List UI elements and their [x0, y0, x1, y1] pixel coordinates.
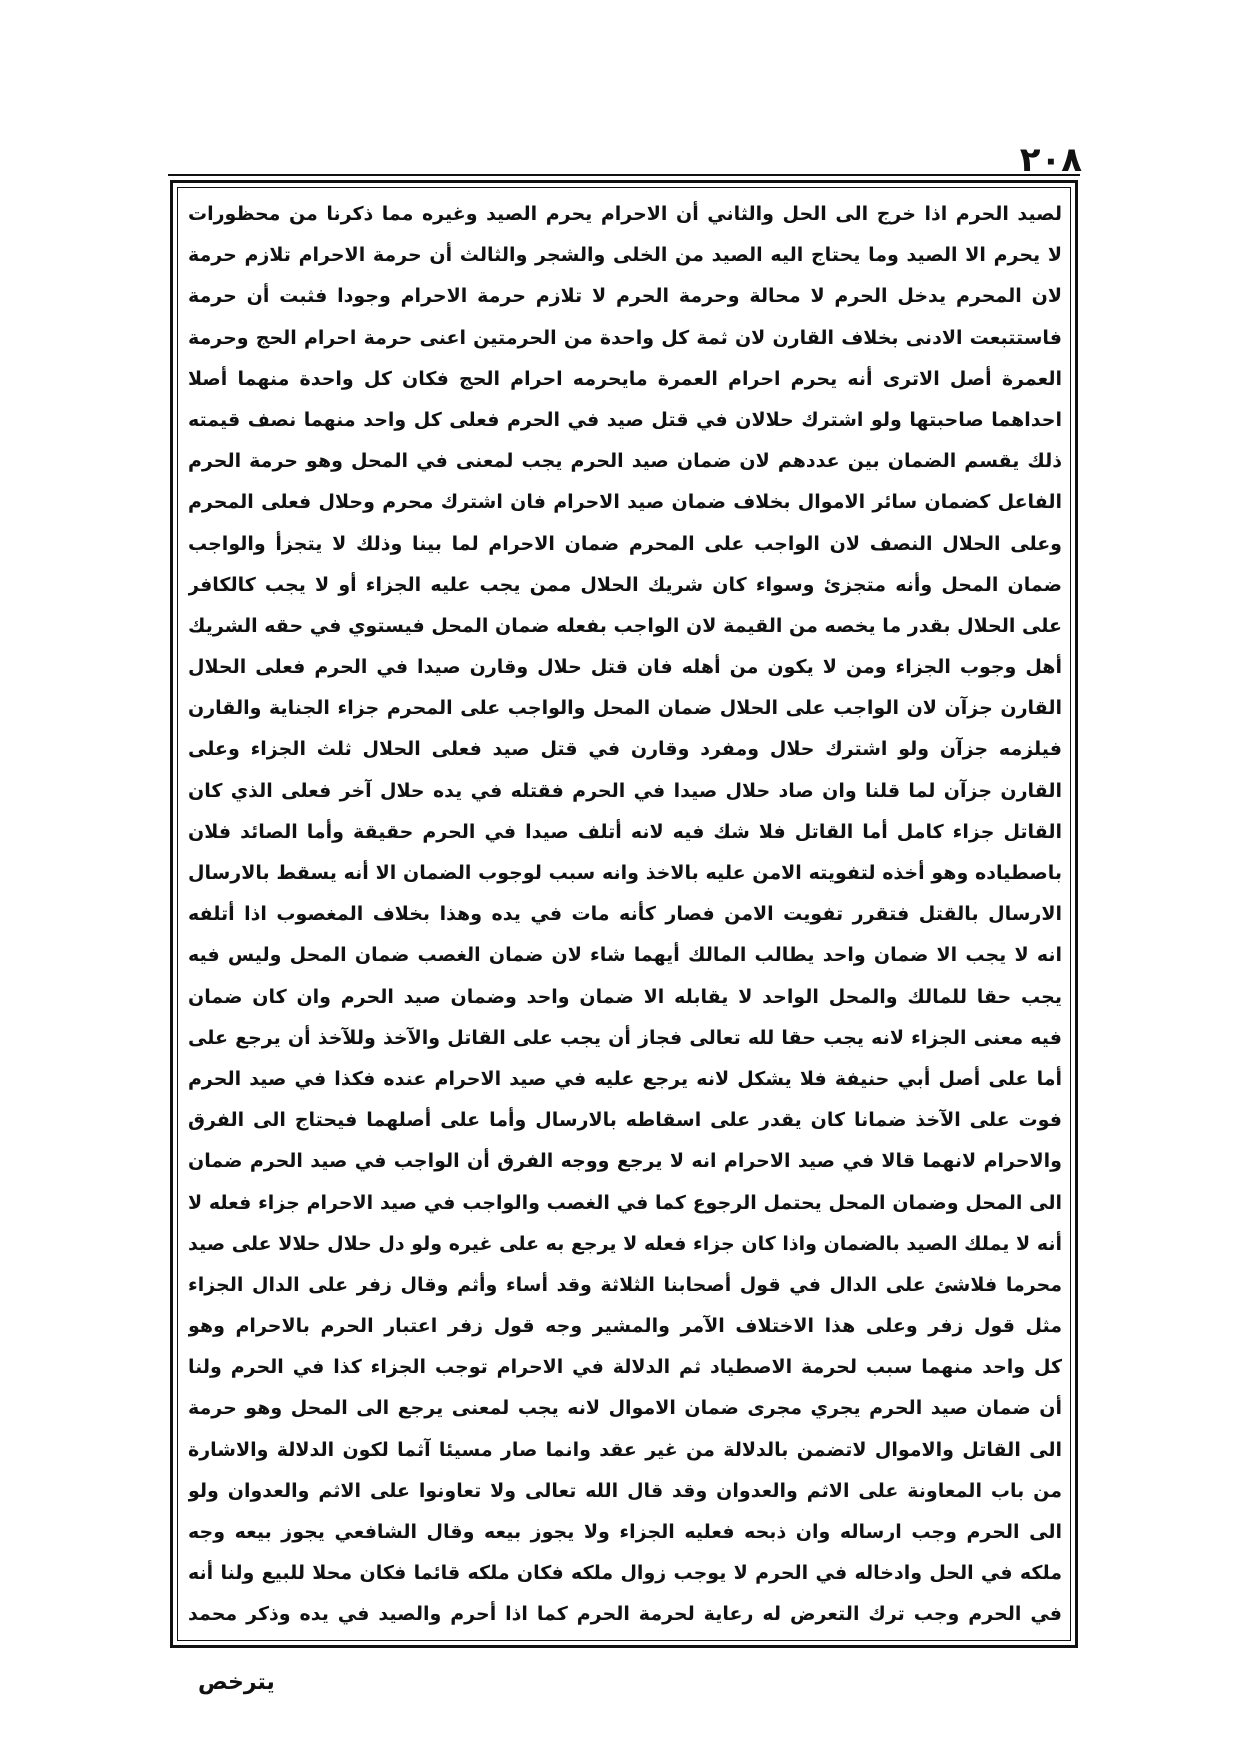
page-number: ٢٠٨	[1019, 140, 1082, 180]
text-line: فيلزمه جزآن ولو اشترك حلال ومفرد وقارن في قتل صيد فعلى الحلال ثلث الجزاء وعلى	[188, 738, 1062, 761]
text-block	[188, 194, 1062, 1636]
text-line: يجب حقا للمالك والمحل الواحد لا يقابله الا ضمان واحد وضمان صيد الحرم وان كان ضمان	[188, 985, 1062, 1008]
text-line: باصطياده وهو أخذه لتفويته الامن عليه بالاخذ وانه سبب لوجوب الضمان الا أنه يسقط بالارسال	[188, 862, 1062, 884]
text-line: انه لا يجب الا ضمان واحد يطالب المالك أيهما شاء لان ضمان الغصب ضمان المحل وليس فيه	[188, 944, 1062, 967]
text-line: على الحلال بقدر ما يخصه من القيمة لان الواجب بفعله ضمان المحل فيستوي في حقه الشريك	[188, 614, 1062, 637]
text-line: كل واحد منهما سبب لحرمة الاصطياد ثم الدلالة في الاحرام توجب الجزاء كذا في الحرم ولنا	[188, 1356, 1062, 1379]
text-line: والاحرام لانهما قالا في صيد الاحرام انه لا يرجع ووجه الفرق أن الواجب في صيد الحرم ضمان	[188, 1150, 1062, 1173]
text-line: فيه معنى الجزاء لانه يجب حقا لله تعالى فجاز أن يجب على القاتل والآخذ وللآخذ أن يرجع على	[188, 1026, 1062, 1049]
text-line: الى القاتل والاموال لاتضمن بالدلالة من غير عقد وانما صار مسيئا آثما لكون الدلالة والاشارة	[188, 1438, 1062, 1461]
text-line: من باب المعاونة على الاثم والعدوان وقد قال الله تعالى ولا تعاونوا على الاثم والعدوان ولو	[188, 1479, 1062, 1502]
catchword: يترخص	[198, 1670, 275, 1695]
text-line: فوت على الآخذ ضمانا كان يقدر على اسقاطه بالارسال وأما على أصلهما فيحتاج الى الفرق	[188, 1109, 1062, 1132]
text-line: مثل قول زفر وعلى هذا الاختلاف الآمر والمشير وجه قول زفر اعتبار الحرم بالاحرام وهو	[188, 1315, 1062, 1338]
text-line: العمرة أصل الاترى أنه يحرم احرام العمرة مايحرمه احرام الحج فكان كل واحدة منهما أصلا	[188, 367, 1062, 390]
text-line: لا يحرم الا الصيد وما يحتاج اليه الصيد من الخلى والشجر والثالث أن حرمة الاحرام تلازم حرمة	[188, 244, 1062, 267]
text-line: محرما فلاشئ على الدال في قول أصحابنا الثلاثة وقد أساء وأثم وقال زفر على الدال الجزاء	[188, 1273, 1062, 1296]
text-line: لان المحرم يدخل الحرم لا محالة وحرمة الحرم لا تلازم حرمة الاحرام وجودا فثبت أن حرمة	[188, 285, 1062, 308]
text-line: ذلك يقسم الضمان بين عددهم لان ضمان صيد الحرم يجب لمعنى في المحل وهو حرمة الحرم	[188, 450, 1062, 473]
text-line: في الحرم وجب ترك التعرض له رعاية لحرمة الحرم كما اذا أحرم والصيد في يده وذكر محمد	[188, 1603, 1062, 1626]
top-rule	[168, 174, 1080, 176]
text-line: أن ضمان صيد الحرم يجري مجرى ضمان الاموال لانه يجب لمعنى يرجع الى المحل وهو حرمة	[188, 1397, 1062, 1420]
text-line: لصيد الحرم اذا خرج الى الحل والثاني أن الاحرام يحرم الصيد وغيره مما ذكرنا من محظورات	[188, 203, 1062, 225]
text-line: احداهما صاحبتها ولو اشترك حلالان في قتل صيد في الحرم فعلى كل واحد منهما نصف قيمته	[188, 408, 1062, 431]
text-line: الارسال بالقتل فتقرر تفويت الامن فصار كأنه مات في يده وهذا بخلاف المغصوب اذا أتلفه	[188, 903, 1062, 926]
text-line: أهل وجوب الجزاء ومن لا يكون من أهله فان قتل حلال وقارن صيدا في الحرم فعلى الحلال	[188, 656, 1062, 679]
text-line: القارن جزآن لما قلنا وان صاد حلال صيدا في الحرم فقتله في يده حلال آخر فعلى الذي كان	[188, 779, 1062, 802]
text-line: الى الحرم وجب ارساله وان ذبحه فعليه الجزاء ولا يجوز بيعه وقال الشافعي يجوز بيعه وجه	[188, 1521, 1062, 1543]
text-line: الفاعل كضمان سائر الاموال بخلاف ضمان صيد الاحرام فان اشترك محرم وحلال فعلى المحرم	[188, 491, 1062, 514]
text-line: ملكه في الحل وادخاله في الحرم لا يوجب زوال ملكه فكان ملكه قائما فكان محلا للبيع ولنا أنه	[188, 1562, 1062, 1585]
text-line: أنه لا يملك الصيد بالضمان واذا كان جزاء فعله لا يرجع به على غيره ولو دل حلال حلالا على صيد	[188, 1232, 1062, 1255]
text-line: أما على أصل أبي حنيفة فلا يشكل لانه يرجع عليه في صيد الاحرام عنده فكذا في صيد الحرم	[188, 1067, 1062, 1090]
text-line: القارن جزآن لان الواجب على الحلال ضمان المحل والواجب على المحرم جزاء الجناية والقارن	[188, 697, 1062, 720]
text-line: ضمان المحل وأنه متجزئ وسواء كان شريك الحلال ممن يجب عليه الجزاء أو لا يجب كالكافر	[188, 573, 1062, 596]
text-line: الى المحل وضمان المحل يحتمل الرجوع كما في الغصب والواجب في صيد الاحرام جزاء فعله لا	[188, 1191, 1062, 1214]
text-line: فاستتبعت الادنى بخلاف القارن لان ثمة كل واحدة من الحرمتين اعنى حرمة احرام الحج وحرمة	[188, 326, 1062, 349]
text-line: القاتل جزاء كامل أما القاتل فلا شك فيه لانه أتلف صيدا في الحرم حقيقة وأما الصائد فلان	[188, 820, 1062, 843]
text-line: وعلى الحلال النصف لان الواجب على المحرم ضمان الاحرام لما بينا وذلك لا يتجزأ والواجب	[188, 532, 1062, 555]
